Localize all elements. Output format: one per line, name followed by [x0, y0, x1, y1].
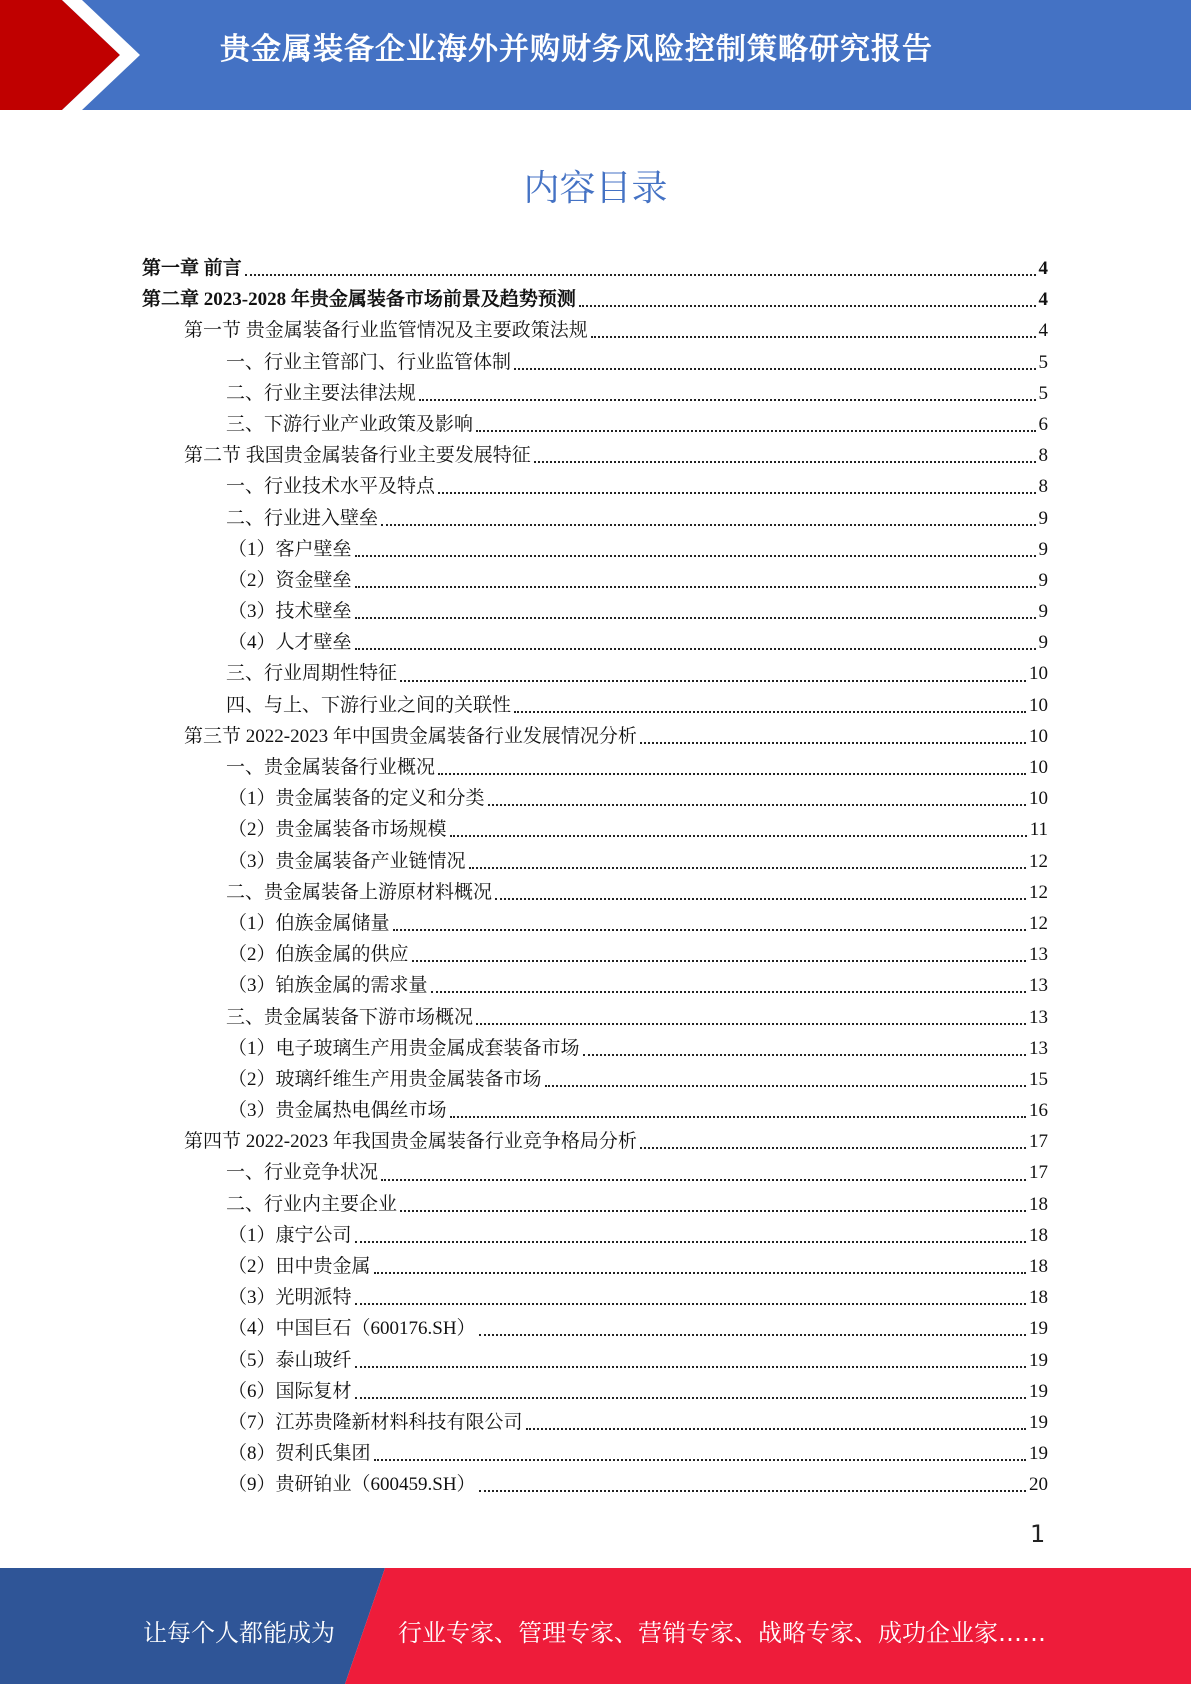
toc-dot-leader: [355, 1365, 1026, 1368]
toc-entry[interactable]: [140, 503, 1048, 534]
toc-dot-leader: [488, 803, 1026, 806]
toc-entry-label: 三、下游行业产业政策及影响: [226, 413, 474, 435]
toc-entry-label: 一、贵金属装备行业概况: [226, 757, 436, 778]
toc-entry[interactable]: [140, 565, 1048, 596]
toc-entry[interactable]: [140, 471, 1048, 502]
toc-dot-leader: [514, 710, 1026, 713]
toc-entry-page: 4: [1038, 289, 1048, 311]
toc-dot-leader: [381, 1178, 1026, 1181]
toc-entry-page: 10: [1029, 725, 1048, 747]
toc-entry-page: 18: [1029, 1224, 1048, 1246]
toc-entry-page: 13: [1029, 1037, 1048, 1059]
toc-entry-page: 10: [1029, 694, 1048, 716]
toc-dot-leader: [381, 523, 1035, 526]
toc-entry[interactable]: [140, 1002, 1048, 1033]
toc-dot-leader: [400, 679, 1026, 682]
toc-entry-label: （3）铂族金属的需求量: [228, 975, 428, 997]
toc-entry-page: 15: [1029, 1068, 1048, 1090]
toc-entry-page: 10: [1029, 663, 1048, 685]
toc-dot-leader: [579, 304, 1036, 307]
toc-dot-leader: [374, 1458, 1026, 1461]
toc-entry-page: 8: [1038, 445, 1048, 467]
toc-entry[interactable]: [140, 253, 1048, 284]
toc-dot-leader: [479, 1333, 1026, 1336]
toc-entry-page: 19: [1029, 1349, 1048, 1371]
toc-entry-page: 4: [1038, 258, 1048, 279]
toc-dot-leader: [640, 1146, 1026, 1149]
footer-slogan-right: 行业专家、管理专家、营销专家、战略专家、成功企业家……: [398, 1619, 1046, 1647]
toc-entry-label: 第二节 我国贵金属装备行业主要发展特征: [184, 445, 531, 467]
toc-entry-label: 一、行业技术水平及特点: [226, 476, 436, 498]
toc-entry-page: 12: [1029, 881, 1048, 903]
toc-entry-page: 13: [1029, 944, 1048, 966]
toc-entry-label: （1）客户壁垒: [228, 538, 352, 560]
toc-dot-leader: [450, 1115, 1026, 1118]
toc-dot-leader: [355, 1240, 1026, 1243]
toc-entry-label: 三、行业周期性特征: [226, 663, 398, 685]
toc-entry-page: 9: [1038, 507, 1048, 529]
toc-entry-label: （1）康宁公司: [228, 1224, 352, 1246]
toc-entry[interactable]: [140, 627, 1048, 658]
toc-entry-page: 18: [1029, 1287, 1048, 1309]
toc-dot-leader: [374, 1271, 1026, 1274]
toc-entry[interactable]: [140, 1438, 1048, 1469]
header-arrow-decoration: [0, 0, 150, 110]
toc-entry-page: 17: [1029, 1131, 1048, 1153]
toc-entry-label: 一、行业主管部门、行业监管体制: [226, 351, 512, 373]
toc-entry-label: （5）泰山玻纤: [228, 1349, 352, 1371]
toc-entry[interactable]: [140, 440, 1048, 471]
toc-entry-label: （2）资金壁垒: [228, 569, 352, 591]
footer-slogan-left: 让每个人都能成为: [143, 1619, 335, 1647]
toc-entry[interactable]: [140, 970, 1048, 1001]
toc-entry-page: 13: [1029, 1006, 1048, 1028]
toc-entry-label: 四、与上、下游行业之间的关联性: [226, 694, 512, 716]
toc-entry[interactable]: [140, 1064, 1048, 1095]
toc-entry[interactable]: [140, 783, 1048, 814]
toc-entry-label: （2）贵金属装备市场规模: [228, 819, 447, 841]
toc-dot-leader: [355, 616, 1036, 619]
toc-entry-label: 二、行业内主要企业: [226, 1193, 398, 1215]
toc-entry-page: 19: [1029, 1411, 1048, 1433]
toc-entry-label: 第一章 前言: [142, 258, 242, 279]
toc-entry-page: 18: [1029, 1193, 1048, 1215]
toc-dot-leader: [393, 928, 1026, 931]
toc-entry-label: （1）电子玻璃生产用贵金属成套装备市场: [228, 1037, 580, 1059]
toc-entry-label: 二、行业主要法律法规: [226, 382, 417, 404]
toc-entry-page: 10: [1029, 788, 1048, 810]
toc-entry[interactable]: [140, 814, 1048, 845]
toc-entry-page: 9: [1038, 601, 1048, 623]
toc-dot-leader: [469, 866, 1026, 869]
toc-entry-label: （4）人才壁垒: [228, 632, 352, 654]
toc-entry-label: （9）贵研铂业（600459.SH）: [228, 1474, 476, 1496]
toc-entry[interactable]: [140, 1469, 1048, 1500]
toc-dot-leader: [591, 335, 1036, 338]
toc-entry-label: 三、贵金属装备下游市场概况: [226, 1006, 474, 1028]
report-title: 贵金属装备企业海外并购财务风险控制策略研究报告: [220, 32, 933, 67]
toc-entry[interactable]: [140, 1407, 1048, 1438]
toc-entry[interactable]: [140, 534, 1048, 565]
toc-entry[interactable]: [140, 347, 1048, 378]
toc-entry-page: 19: [1029, 1443, 1048, 1465]
toc-dot-leader: [431, 990, 1026, 993]
toc-entry-label: （3）贵金属装备产业链情况: [228, 850, 466, 872]
toc-entry-page: 19: [1029, 1318, 1048, 1340]
toc-dot-leader: [545, 1084, 1026, 1087]
toc-entry[interactable]: [140, 284, 1048, 315]
toc-entry-page: 6: [1038, 413, 1048, 435]
toc-entry-label: （4）中国巨石（600176.SH）: [228, 1318, 476, 1340]
toc-entry-page: 11: [1029, 819, 1048, 841]
toc-entry-page: 20: [1029, 1474, 1048, 1496]
toc-entry-label: （8）贺利氏集团: [228, 1443, 371, 1465]
toc-entry-page: 10: [1029, 757, 1048, 778]
toc-entry-page: 13: [1029, 975, 1048, 997]
toc-entry-label: （1）伯族金属储量: [228, 912, 390, 934]
toc-entry-label: 第二章 2023-2028 年贵金属装备市场前景及趋势预测: [142, 289, 576, 311]
toc-entry[interactable]: [140, 1033, 1048, 1064]
toc-entry-label: 二、贵金属装备上游原材料概况: [226, 881, 493, 903]
toc-entry-label: （1）贵金属装备的定义和分类: [228, 788, 485, 810]
toc-entry-page: 17: [1029, 1162, 1048, 1184]
toc-entry[interactable]: [140, 908, 1048, 939]
toc-entry[interactable]: [140, 1345, 1048, 1376]
toc-entry[interactable]: [140, 658, 1048, 689]
toc-dot-leader: [355, 1302, 1026, 1305]
toc-dot-leader: [583, 1053, 1026, 1056]
toc-entry-label: （3）贵金属热电偶丝市场: [228, 1100, 447, 1122]
toc-heading: 内容目录: [523, 168, 668, 209]
toc-entry-label: （3）光明派特: [228, 1287, 352, 1309]
toc-dot-leader: [514, 367, 1035, 370]
toc-entry-label: 第一节 贵金属装备行业监管情况及主要政策法规: [184, 320, 588, 342]
toc-entry-label: （7）江苏贵隆新材料科技有限公司: [228, 1411, 523, 1433]
toc-entry-page: 5: [1038, 351, 1048, 373]
toc-entry[interactable]: [140, 939, 1048, 970]
toc-entry-page: 19: [1029, 1380, 1048, 1402]
toc-dot-leader: [400, 1209, 1026, 1212]
toc-entry-page: 16: [1029, 1100, 1048, 1122]
toc-entry-label: 第四节 2022-2023 年我国贵金属装备行业竞争格局分析: [184, 1131, 637, 1153]
toc-entry[interactable]: [140, 378, 1048, 409]
toc-dot-leader: [355, 585, 1036, 588]
toc-entry[interactable]: [140, 1251, 1048, 1282]
toc-entry[interactable]: [140, 877, 1048, 908]
toc-dot-leader: [476, 429, 1035, 432]
toc-entry[interactable]: [140, 1282, 1048, 1313]
toc-entry[interactable]: [140, 1126, 1048, 1157]
toc-entry-label: （3）技术壁垒: [228, 601, 352, 623]
toc-dot-leader: [355, 647, 1036, 650]
toc-dot-leader: [412, 959, 1026, 962]
toc-entry-label: 一、行业竞争状况: [226, 1162, 379, 1184]
toc-dot-leader: [450, 834, 1027, 837]
toc-entry[interactable]: [140, 721, 1048, 752]
toc-entry[interactable]: [140, 752, 1048, 783]
toc-entry[interactable]: [140, 1220, 1048, 1251]
toc-entry[interactable]: [140, 409, 1048, 440]
toc-entry-page: 4: [1038, 320, 1048, 342]
toc-entry-page: 9: [1038, 632, 1048, 654]
toc-entry[interactable]: [140, 1095, 1048, 1126]
toc-entry[interactable]: [140, 1157, 1048, 1188]
toc-dot-leader: [355, 554, 1036, 557]
toc-entry-page: 9: [1038, 569, 1048, 591]
toc-entry-page: 18: [1029, 1256, 1048, 1277]
toc-dot-leader: [476, 1022, 1026, 1025]
toc-dot-leader: [495, 897, 1026, 900]
toc-dot-leader: [419, 398, 1035, 401]
toc-dot-leader: [526, 1427, 1026, 1430]
toc-entry[interactable]: [140, 1376, 1048, 1407]
table-of-contents: [140, 253, 1048, 1501]
toc-entry-label: （2）田中贵金属: [228, 1256, 371, 1277]
toc-entry-page: 12: [1029, 850, 1048, 872]
toc-entry-label: 二、行业进入壁垒: [226, 507, 379, 529]
toc-entry[interactable]: [140, 596, 1048, 627]
toc-entry-label: （6）国际复材: [228, 1380, 352, 1402]
page-number: 1: [1030, 1520, 1046, 1548]
toc-entry[interactable]: [140, 690, 1048, 721]
toc-dot-leader: [479, 1489, 1026, 1492]
toc-entry-label: （2）玻璃纤维生产用贵金属装备市场: [228, 1068, 542, 1090]
toc-dot-leader: [438, 772, 1026, 775]
toc-entry-page: 12: [1029, 912, 1048, 934]
toc-dot-leader: [438, 491, 1035, 494]
toc-entry-page: 9: [1038, 538, 1048, 560]
toc-dot-leader: [534, 460, 1036, 463]
toc-dot-leader: [355, 1396, 1026, 1399]
toc-entry-label: （2）伯族金属的供应: [228, 944, 409, 966]
toc-entry[interactable]: [140, 846, 1048, 877]
toc-entry-page: 8: [1038, 476, 1048, 498]
toc-entry[interactable]: [140, 315, 1048, 346]
toc-dot-leader: [640, 741, 1026, 744]
header-banner: [0, 0, 1191, 110]
toc-dot-leader: [245, 273, 1036, 276]
toc-entry-label: 第三节 2022-2023 年中国贵金属装备行业发展情况分析: [184, 725, 637, 747]
toc-entry[interactable]: [140, 1313, 1048, 1344]
toc-entry[interactable]: [140, 1189, 1048, 1220]
toc-entry-page: 5: [1038, 382, 1048, 404]
